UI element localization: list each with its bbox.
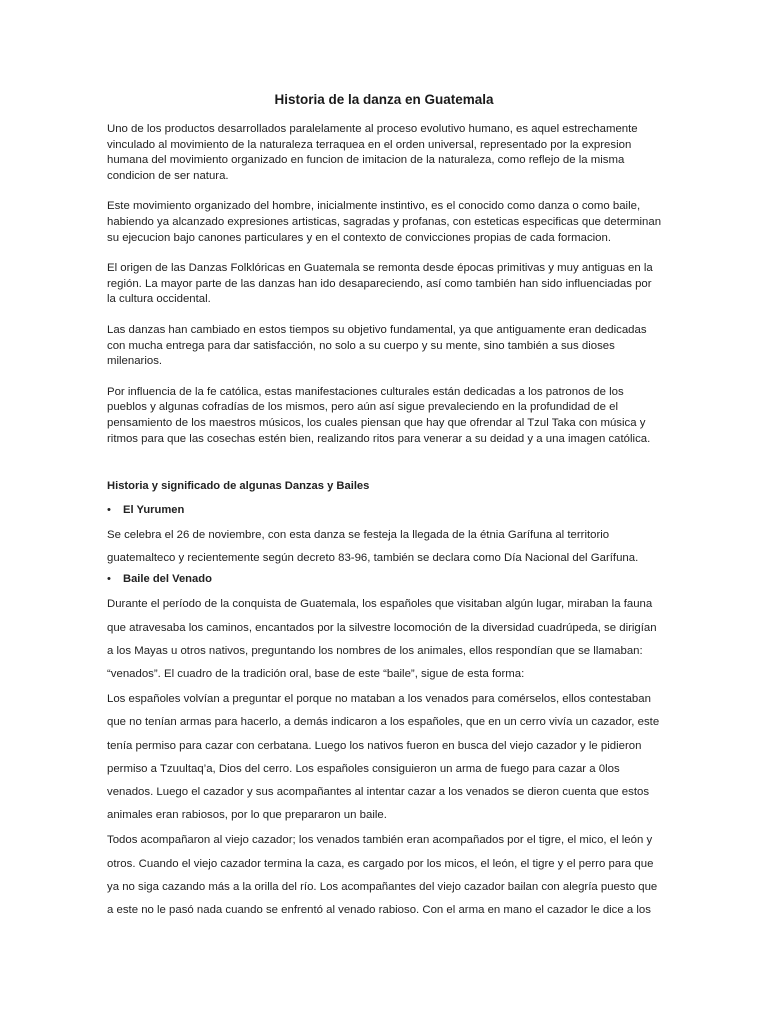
dances-section — [107, 479, 663, 924]
venado-paragraph: Durante el período de la conquista de Guatemala, los españoles que visitaban algún lugar, miraban la fauna que atravesaba los caminos, encantados por la silvestre locomoción de la diversidad cuadrúpeda, se dirigían a los Mayas u otros nativos, preguntando los nombres de los animales, ellos respondían que se llamaban: “venados”. El cuadro de la tradición oral, base de este “baile”, sigue de esta forma: — [107, 598, 657, 681]
intro-paragraph: Por influencia de la fe católica, estas manifestaciones culturales están dedicadas a los patronos de los pueblos y algunas cofradías de los mismos, pero aún así sigue prevaleciendo en la profundidad de el pensamiento de los maestros músicos, los cuales piensan que hay que ofrendar al Tzul Taka con música y ritmos para que las cosechas estén bien, realizando ritos para venerar a su deidad y a una imagen católica. — [107, 385, 651, 445]
venado-paragraph: Los españoles volvían a preguntar el porque no mataban a los venados para comérselos, ellos contestaban que no tenían armas para hacerlo, a demás indicaron a los españoles, que en un cerro vivía un cazador, este tenía permiso para cazar con cerbatana. Luego los nativos fueron en busca del viejo cazador y le pidieron permiso a Tzuultaq’a, Dios del cerro. Los españoles consiguieron un arma de fuego para cazar a 0los venados. Luego el cazador y sus acompañantes al intentar cazar a los venados se dieron cuenta que estos animales eran rabiosos, por lo que prepararon un baile. — [107, 693, 660, 822]
intro-paragraph: Las danzas han cambiado en estos tiempos su objetivo fundamental, ya que antiguamente eran dedicadas con mucha entrega para dar satisfacción, no solo a su cuerpo y su mente, sino también a sus dioses milenarios. — [107, 323, 647, 368]
intro-paragraph: Uno de los productos desarrollados paralelamente al proceso evolutivo humano, es aquel estrechamente vinculado al movimiento de la naturaleza terraquea en el orden universal, representado por la expresion humana del movimiento organizado en funcion de imitacion de la naturaleza, como reflejo de la misma condicion de ser natura. — [107, 123, 638, 182]
bullet-title: El Yurumen — [123, 504, 185, 516]
bullet-title: Baile del Venado — [123, 573, 212, 586]
section-heading: Historia y significado de algunas Danzas y Bailes — [107, 480, 370, 492]
intro-paragraph: El origen de las Danzas Folklóricas en Guatemala se remonta desde épocas primitivas y muy antiguas en la región. La mayor parte de las danzas han ido desapareciendo, así como también han sido influenciadas por la cultura occidental. — [107, 262, 653, 306]
yurumen-text: Se celebra el 26 de noviembre, con esta danza se festeja la llegada de la étnia Garífuna al territorio guatemalteco y recientemente según decreto 83-96, también se declara como Día Nacional del Garífuna. — [107, 529, 639, 565]
bullet-icon: • — [107, 504, 111, 516]
bullet-yurumen — [107, 503, 663, 518]
bullet-icon: • — [107, 573, 111, 586]
intro-section — [107, 122, 663, 462]
venado-paragraph: Todos acompañaron al viejo cazador; los venados también eran acompañados por el tigre, el mico, el león y otros. Cuando el viejo cazador termina la caza, es cargado por los micos, el león, el tigre y el perro para que ya no siga cazando más a la orilla del río. Los acompañantes del viejo cazador bailan con alegría puesto que a este no le pasó nada cuando se enfrentó al venado rabioso. Con el arma en mano el cazador le dice a los — [107, 834, 658, 917]
document-title: Historia de la danza en Guatemala — [274, 92, 494, 107]
intro-paragraph: Este movimiento organizado del hombre, inicialmente instintivo, es el conocido como danza o como baile, habiendo ya alcanzado expresiones artisticas, sagradas y profanas, con esteticas especificas que determinan su ejecucion bajo canones particulares y en el contexto de convicciones propias de cada formacion. — [107, 200, 662, 244]
bullet-venado — [107, 572, 663, 587]
